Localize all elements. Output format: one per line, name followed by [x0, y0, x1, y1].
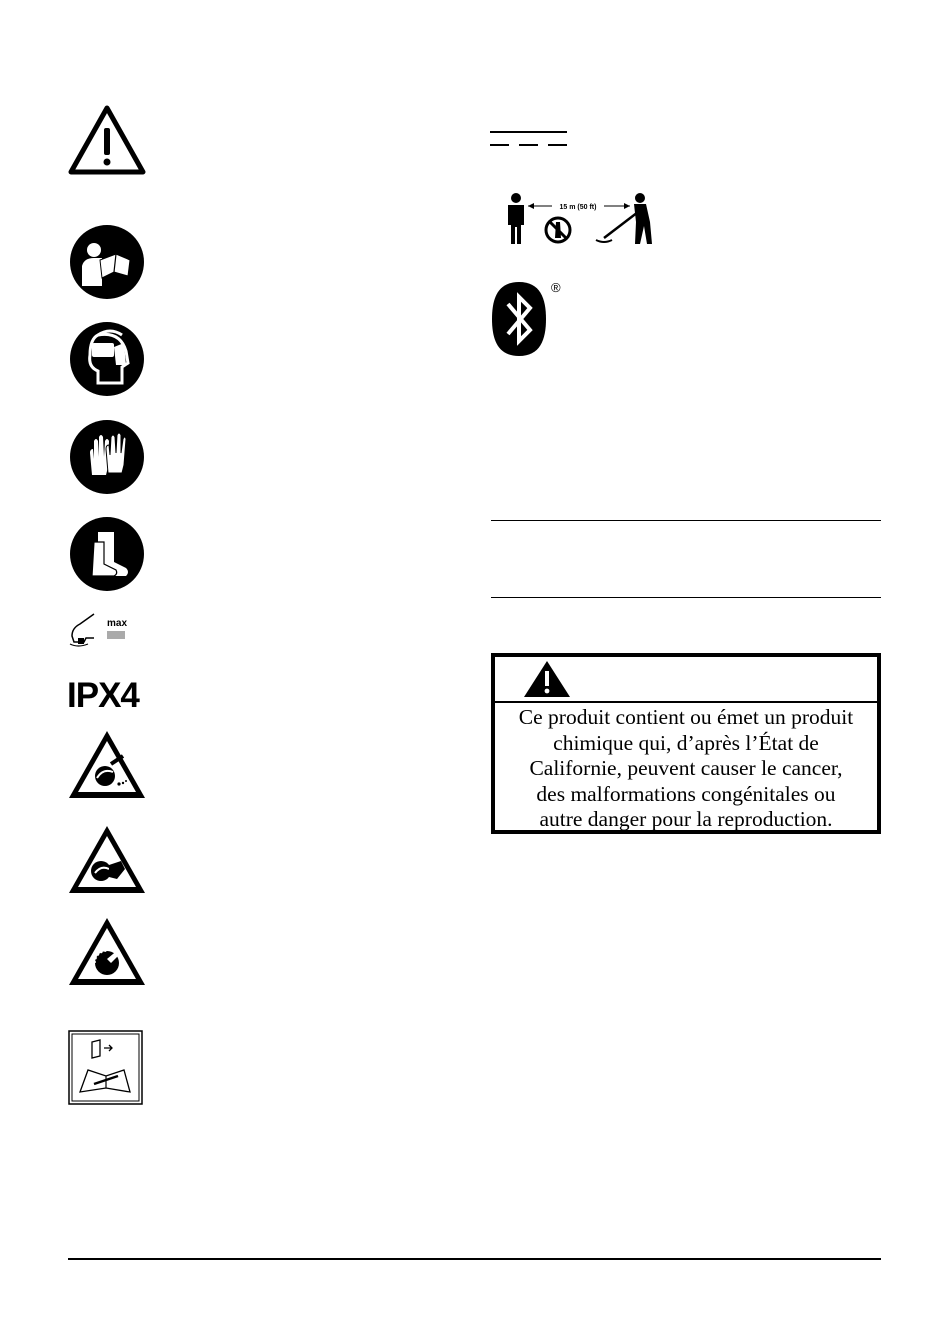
ac-dc-symbol-icon: [489, 128, 569, 148]
ipx4-icon: IPX4: [67, 676, 139, 715]
distance-label: 15 m (50 ft): [559, 204, 597, 211]
registered-mark: ®: [551, 280, 561, 295]
face-protection-icon: [68, 321, 146, 397]
chemical-warning-icon: [523, 660, 571, 698]
section-rule-bottom: [491, 597, 881, 598]
max-label: max: [107, 618, 128, 629]
footer-rule: [68, 1258, 881, 1260]
maintenance-manual-icon: [68, 1030, 143, 1105]
warning-line: Ce produit contient ou émet un produit: [518, 705, 854, 729]
gloves-icon: [68, 419, 146, 495]
bluetooth-icon: [490, 280, 548, 358]
read-manual-icon: [68, 224, 146, 300]
safety-distance-icon: [500, 192, 660, 248]
warning-line: chimique qui, d’après l’État de: [553, 730, 819, 755]
warning-triangle-icon: [67, 104, 147, 176]
boots-icon: [68, 516, 146, 592]
rotating-blade-icon: [67, 915, 147, 987]
warning-line: Californie, peuvent causer le cancer,: [529, 756, 843, 780]
warning-line: des malformations congénitales ou: [536, 781, 836, 806]
warning-box-header: [495, 657, 877, 703]
thrown-objects-icon: [67, 728, 147, 800]
chemical-warning-box: [491, 653, 881, 834]
warning-box-text: [495, 705, 877, 833]
section-rule-top: [491, 520, 881, 521]
hand-entanglement-icon: [67, 823, 147, 895]
warning-line: autre danger pour la reproduction.: [539, 807, 833, 831]
